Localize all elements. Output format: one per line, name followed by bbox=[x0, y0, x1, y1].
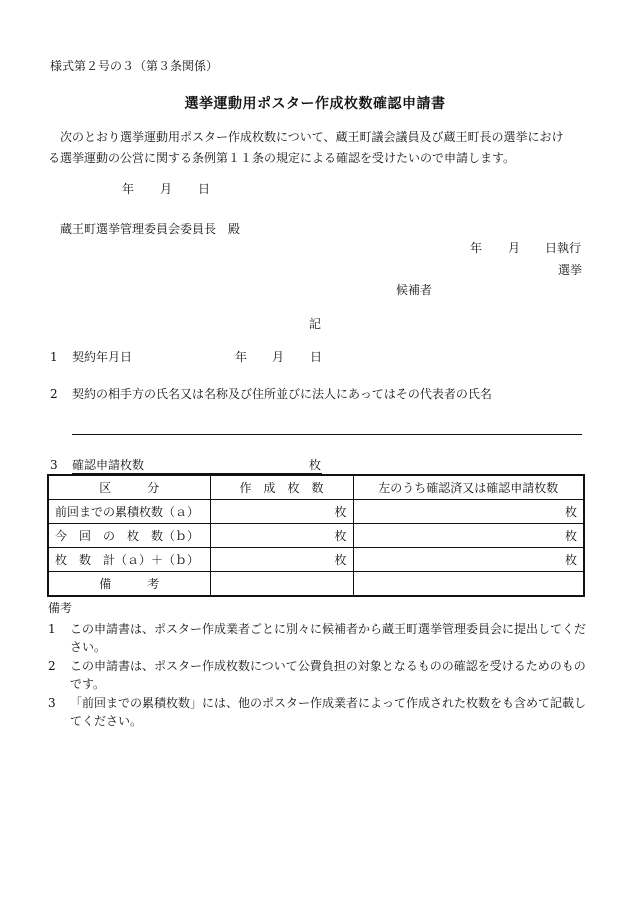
made-count-cell: 枚 bbox=[210, 548, 353, 572]
item-3-unit: 枚 bbox=[309, 458, 322, 472]
made-count-cell: 枚 bbox=[210, 524, 353, 548]
item-3-number: 3 bbox=[50, 458, 58, 472]
page-title: 選挙運動用ポスター作成枚数確認申請書 bbox=[184, 96, 446, 112]
note-number: 3 bbox=[48, 696, 56, 710]
header-made-count: 作 成 枚 数 bbox=[210, 475, 353, 500]
header-confirmed-count: 左のうち確認済又は確認申請枚数 bbox=[353, 475, 584, 500]
candidate-label: 候補者 bbox=[396, 283, 433, 297]
confirmed-count-cell: 枚 bbox=[353, 500, 584, 524]
notes-section bbox=[48, 600, 588, 731]
intro-paragraph bbox=[48, 127, 588, 169]
note-item bbox=[48, 620, 588, 656]
confirmed-count-cell: 枚 bbox=[353, 524, 584, 548]
row-label: 枚 数 計（ａ）＋（ｂ） bbox=[48, 548, 210, 572]
exec-month: 月 bbox=[508, 241, 521, 255]
date-day: 日 bbox=[198, 182, 211, 196]
date-year: 年 bbox=[122, 182, 135, 196]
note-text: 「前回までの累積枚数」には、他のポスター作成業者によって作成された枚数をも含めて記載してください。 bbox=[70, 696, 587, 728]
intro-line-2: る選挙運動の公営に関する条例第１１条の規定による確認を受けたいので申請します。 bbox=[48, 151, 516, 165]
counterparty-line bbox=[72, 434, 582, 435]
remarks-cell bbox=[353, 572, 584, 597]
table-row-remarks bbox=[48, 572, 584, 597]
table-row bbox=[48, 500, 584, 524]
contract-day: 日 bbox=[310, 350, 323, 364]
item-1-label: 契約年月日 bbox=[72, 350, 133, 364]
exec-day: 日執行 bbox=[545, 241, 582, 255]
note-item bbox=[48, 694, 588, 730]
note-number: 2 bbox=[48, 659, 56, 673]
header-category: 区 分 bbox=[48, 475, 210, 500]
count-table bbox=[47, 474, 585, 597]
remarks-cell bbox=[210, 572, 353, 597]
item-3-label: 確認申請枚数 bbox=[72, 458, 145, 472]
note-item bbox=[48, 657, 588, 693]
notes-heading: 備考 bbox=[48, 601, 73, 615]
table-row bbox=[48, 524, 584, 548]
table-header-row bbox=[48, 475, 584, 500]
made-count-cell: 枚 bbox=[210, 500, 353, 524]
note-number: 1 bbox=[48, 622, 56, 636]
item-1-number: 1 bbox=[50, 350, 58, 364]
row-label: 前回までの累積枚数（ａ） bbox=[48, 500, 210, 524]
confirmed-count-cell: 枚 bbox=[353, 548, 584, 572]
table-row bbox=[48, 548, 584, 572]
form-number: 様式第２号の３（第３条関係） bbox=[50, 59, 219, 73]
item-2-number: 2 bbox=[50, 387, 58, 401]
item-2-label: 契約の相手方の氏名又は名称及び住所並びに法人にあってはその代表者の氏名 bbox=[72, 387, 492, 401]
date-month: 月 bbox=[160, 182, 173, 196]
note-text: この申請書は、ポスター作成業者ごとに別々に候補者から蔵王町選挙管理委員会に提出してください。 bbox=[70, 622, 587, 654]
contract-year: 年 bbox=[235, 350, 248, 364]
addressee: 蔵王町選挙管理委員会委員長 殿 bbox=[60, 222, 241, 236]
remarks-label: 備 考 bbox=[48, 572, 210, 597]
election-label: 選挙 bbox=[558, 263, 583, 277]
contract-month: 月 bbox=[272, 350, 285, 364]
note-text: この申請書は、ポスター作成枚数について公費負担の対象となるものの確認を受けるためのものです。 bbox=[70, 659, 586, 691]
row-label: 今 回 の 枚 数（ｂ） bbox=[48, 524, 210, 548]
exec-year: 年 bbox=[470, 241, 483, 255]
ki-heading: 記 bbox=[308, 317, 321, 331]
intro-line-1: 次のとおり選挙運動用ポスター作成枚数について、蔵王町議会議員及び蔵王町長の選挙におけ bbox=[60, 130, 564, 144]
